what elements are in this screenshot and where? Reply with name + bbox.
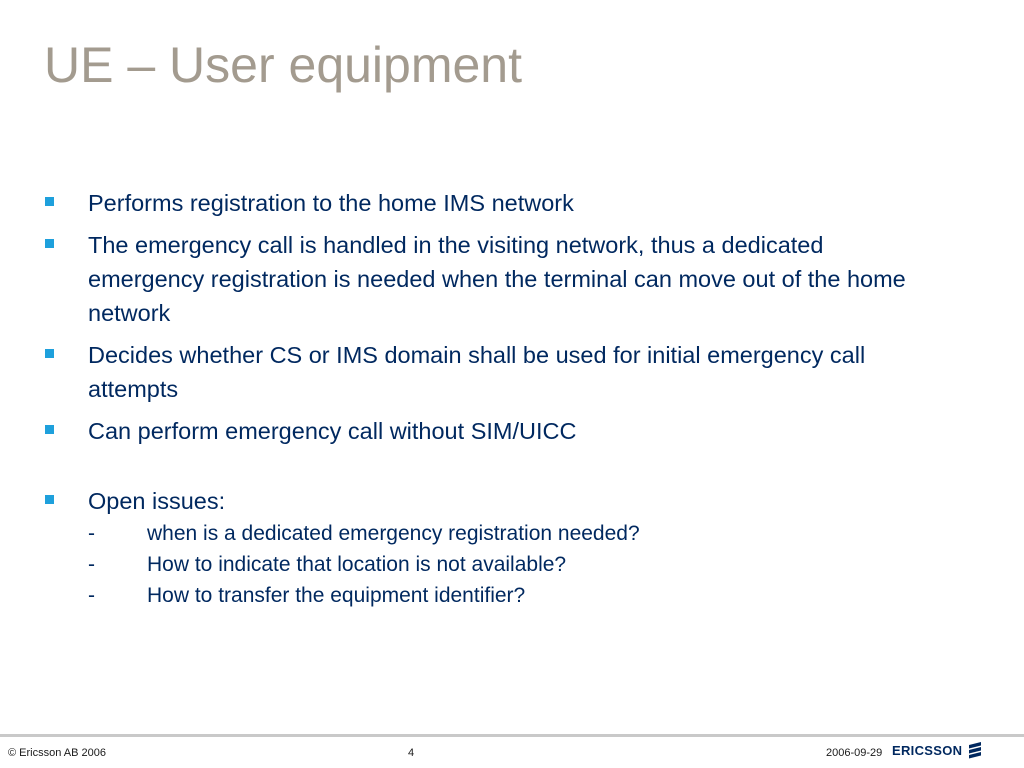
ericsson-logo [892,742,982,760]
square-bullet-icon [45,349,54,358]
footer-date: 2006-09-29 [826,747,883,759]
sub-item [88,549,944,580]
sub-item-text: How to transfer the equipment identifier? [147,584,526,607]
open-issues-label: Open issues: [88,488,226,514]
bullet-text: Can perform emergency call without SIM/UICC [88,418,577,444]
bullet-item [44,228,944,330]
sub-item-text: How to indicate that location is not available? [147,553,567,576]
dash-marker: - [88,584,95,607]
slide-title: UE – User equipment [44,37,523,93]
square-bullet-icon [45,495,54,504]
sub-item [88,518,944,549]
square-bullet-icon [45,239,54,248]
bullet-item-open-issues [44,484,944,611]
bullet-list [44,186,944,611]
bullet-text: Decides whether CS or IMS domain shall be used for initial emergency call attempts [88,342,866,402]
bullet-item [44,186,944,220]
dash-marker: - [88,553,95,576]
square-bullet-icon [45,197,54,206]
bullet-text: The emergency call is handled in the visiting network, thus a dedicated emergency registration is needed when the terminal can move out of the home network [88,232,906,326]
footer-copyright: © Ericsson AB 2006 [8,747,106,759]
square-bullet-icon [45,425,54,434]
bullet-item [44,414,944,448]
sub-item [88,580,944,611]
footer-divider [0,734,1024,737]
dash-marker: - [88,522,95,545]
open-issues-list [88,518,944,611]
sub-item-text: when is a dedicated emergency registration needed? [147,522,640,545]
footer-page-number: 4 [408,747,415,759]
ericsson-logo-icon [968,742,982,760]
bullet-item [44,338,944,406]
logo-wordmark: ERICSSON [892,743,963,758]
bullet-text: Performs registration to the home IMS network [88,190,574,216]
